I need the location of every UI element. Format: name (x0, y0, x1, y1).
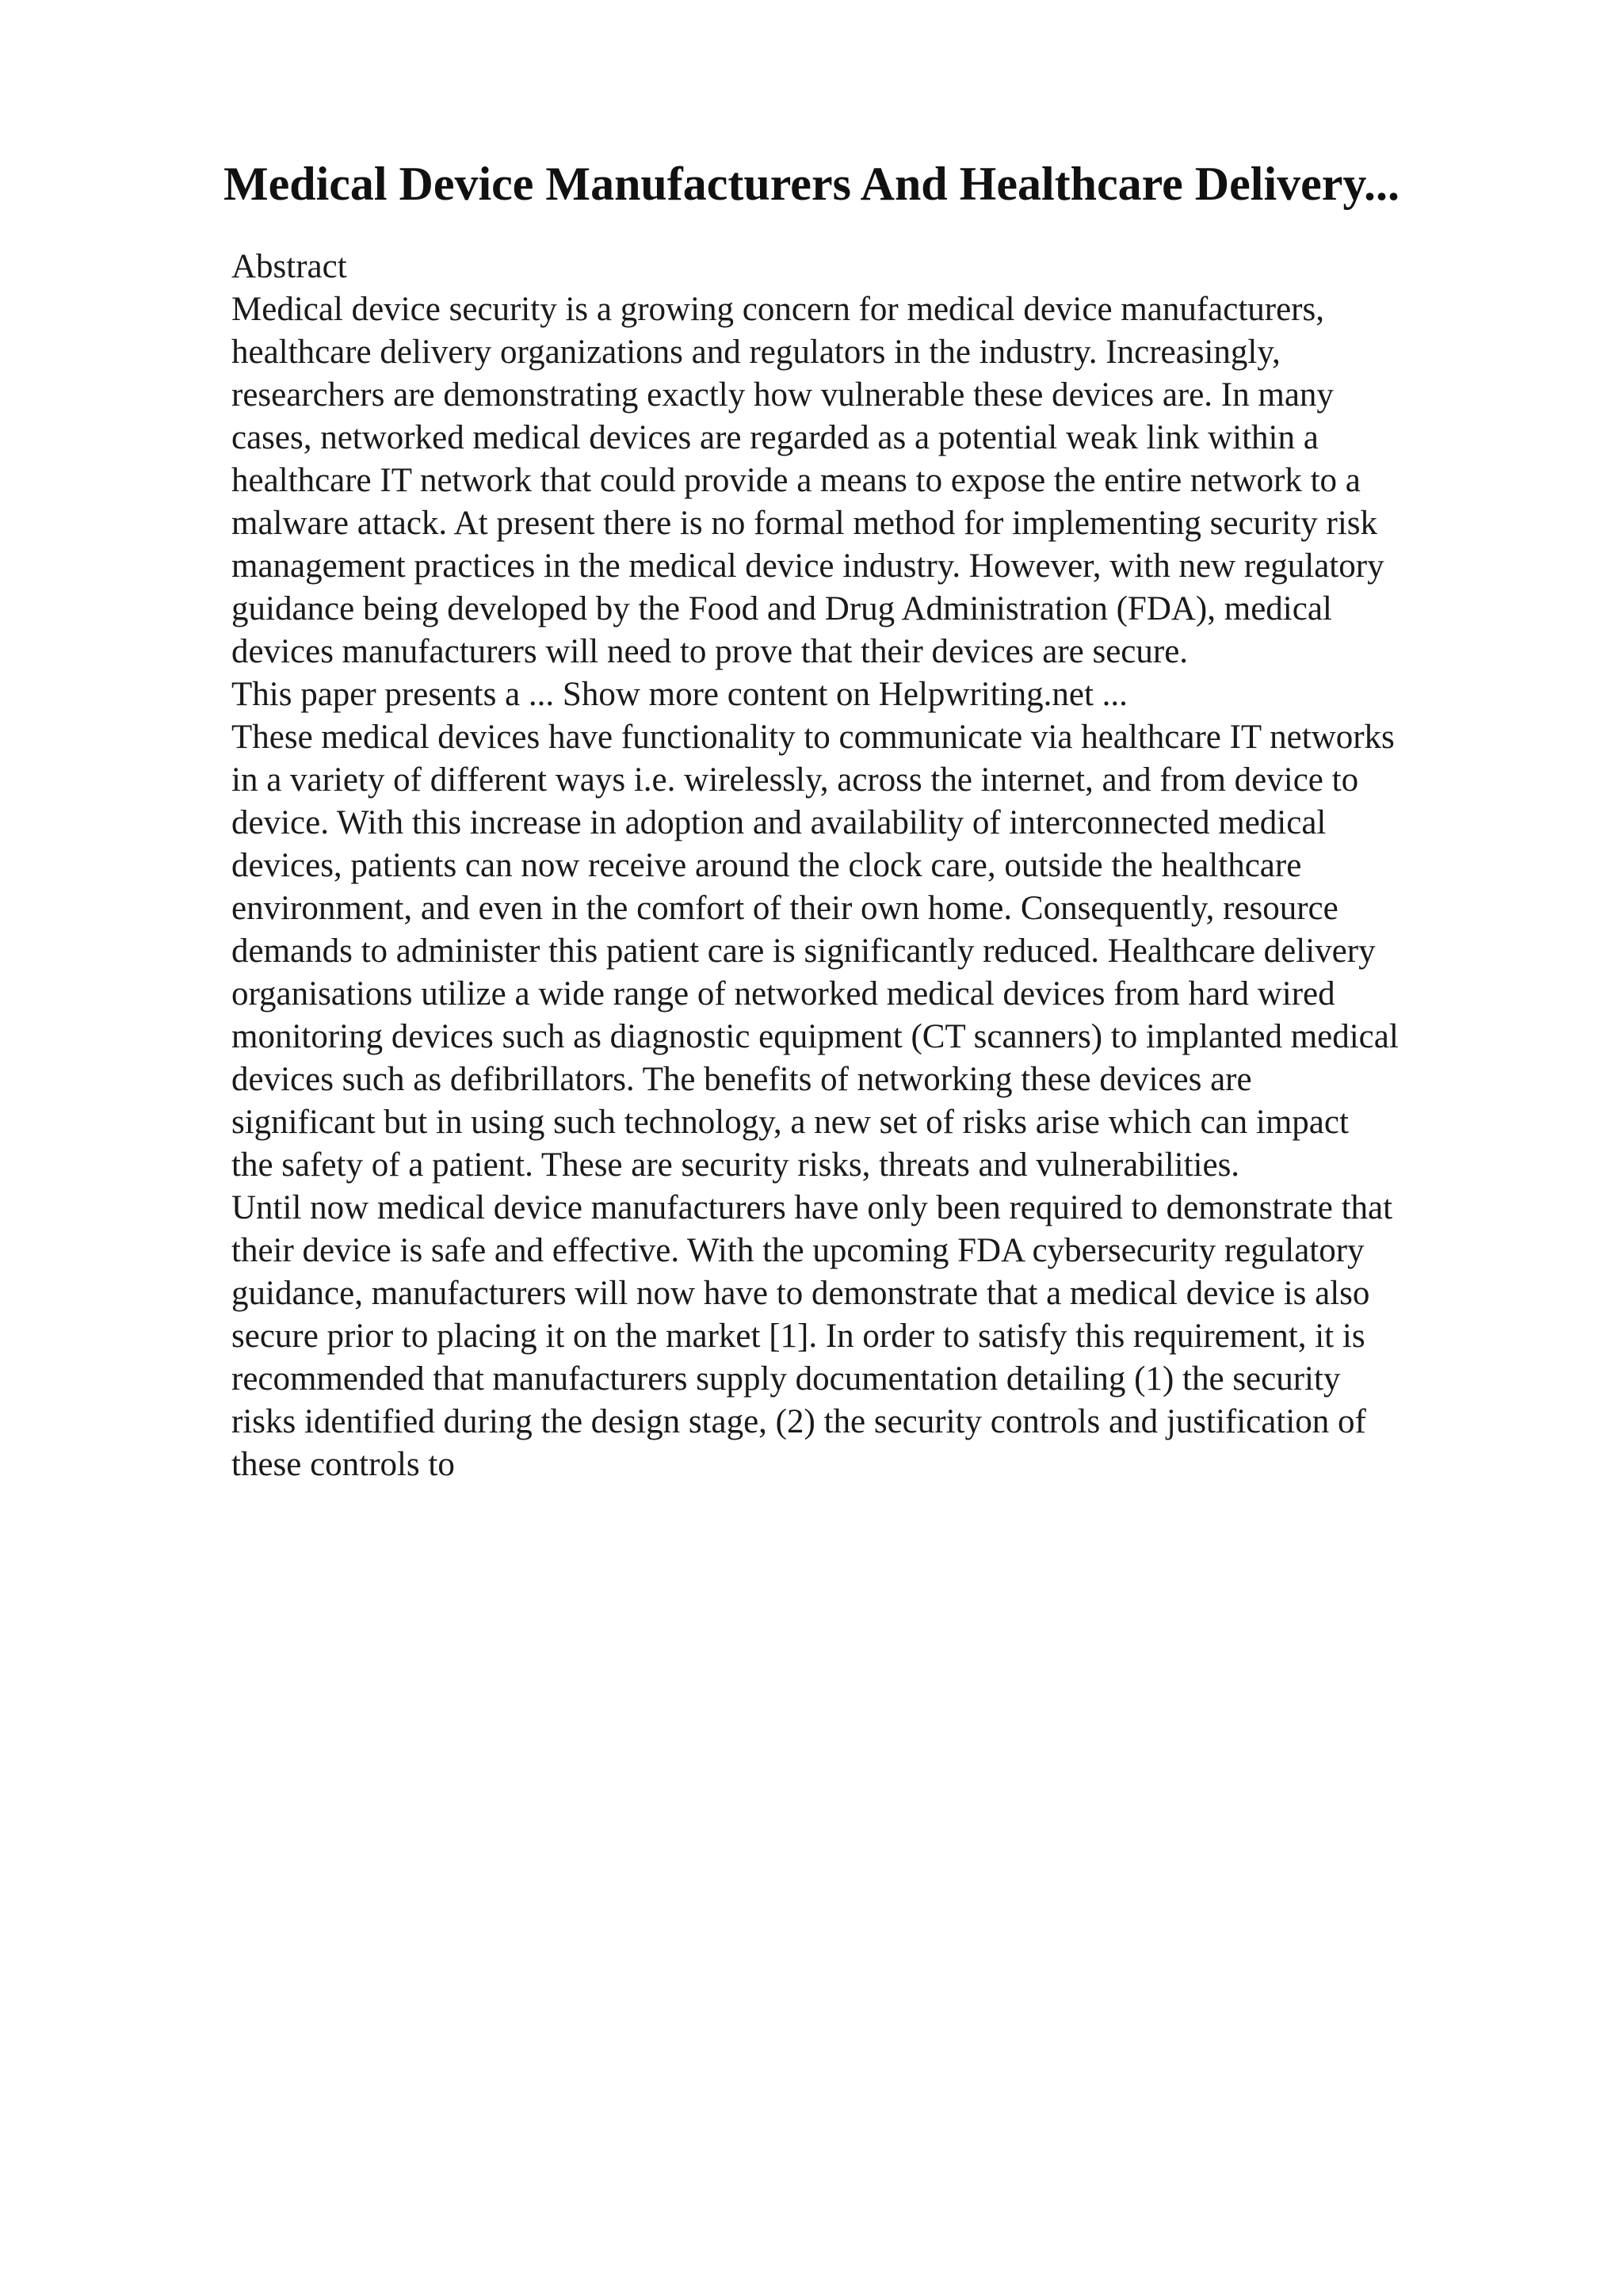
body-text-line: demands to administer this patient care is significantly reduced. Healthcare delivery (231, 933, 1376, 970)
body-text-line: the safety of a patient. These are security risks, threats and vulnerabilities. (231, 1146, 1240, 1184)
body-text-line: healthcare IT network that could provide a means to expose the entire network to a (231, 462, 1361, 499)
body-text-line: in a variety of different ways i.e. wirelessly, across the internet, and from device to (231, 761, 1359, 799)
body-text-line: guidance being developed by the Food and Drug Administration (FDA), medical (231, 590, 1332, 627)
body-text-line: these controls to (231, 1446, 455, 1483)
body-text-line: healthcare delivery organizations and regulators in the industry. Increasingly, (231, 334, 1281, 371)
body-text-line: These medical devices have functionality to communicate via healthcare IT networks (231, 719, 1395, 756)
body-text-line: guidance, manufacturers will now have to demonstrate that a medical device is also (231, 1275, 1370, 1312)
body-text-line: malware attack. At present there is no formal method for implementing security risk (231, 505, 1378, 542)
body-text-line: risks identified during the design stage, (2) the security controls and justification of (231, 1403, 1366, 1440)
body-text-line: cases, networked medical devices are regarded as a potential weak link within a (231, 419, 1319, 456)
body-text-line: researchers are demonstrating exactly how vulnerable these devices are. In many (231, 376, 1334, 414)
body-text-line: their device is safe and effective. With the upcoming FDA cybersecurity regulatory (231, 1232, 1365, 1269)
body-text-line: recommended that manufacturers supply documentation detailing (1) the security (231, 1360, 1341, 1398)
body-text-line: device. With this increase in adoption and availability of interconnected medical (231, 804, 1327, 841)
body-text-line: devices manufacturers will need to prove that their devices are secure. (231, 633, 1189, 670)
body-text-line: secure prior to placing it on the market [1]. In order to satisfy this requirement, it is (231, 1318, 1365, 1355)
body-text-line: Medical device security is a growing concern for medical device manufacturers, (231, 291, 1324, 328)
body-text-line: significant but in using such technology, a new set of risks arise which can impact (231, 1104, 1349, 1141)
body-text-line: devices, patients can now receive around the clock care, outside the healthcare (231, 847, 1302, 884)
body-text-line: devices such as defibrillators. The benefits of networking these devices are (231, 1061, 1252, 1098)
body-text-line: management practices in the medical device industry. However, with new regulatory (231, 547, 1384, 585)
body-text-line: Until now medical device manufacturers have only been required to demonstrate that (231, 1189, 1393, 1226)
document-title: Medical Device Manufacturers And Healthcare Delivery... (223, 158, 1400, 210)
body-text-line: environment, and even in the comfort of their own home. Consequently, resource (231, 890, 1338, 927)
show-more-line: This paper presents a ... Show more content on Helpwriting.net ... (231, 676, 1128, 713)
body-text-line: monitoring devices such as diagnostic equipment (CT scanners) to implanted medical (231, 1018, 1399, 1055)
document-body (231, 246, 1515, 1486)
body-text-line: organisations utilize a wide range of networked medical devices from hard wired (231, 975, 1335, 1013)
section-heading-abstract: Abstract (231, 248, 347, 285)
